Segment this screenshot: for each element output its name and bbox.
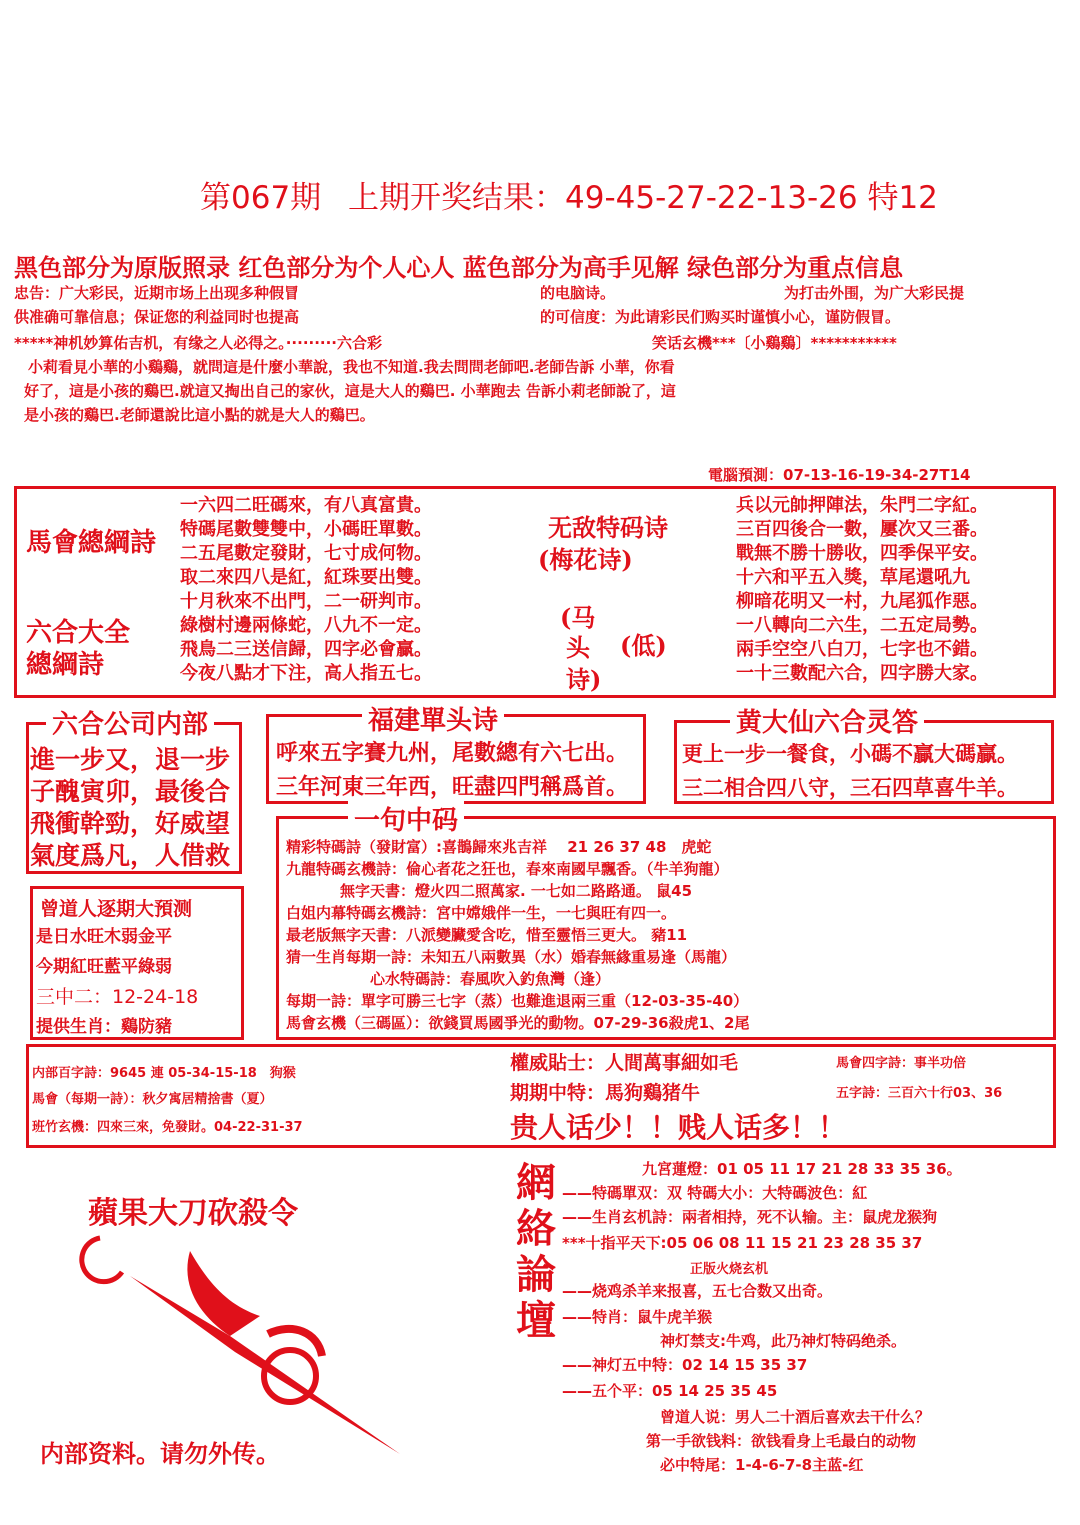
poem-line: 一八轉向二六生，二五定局勢。: [736, 615, 988, 636]
company-title: 六合公司内部: [46, 704, 214, 741]
company-line: 子醜寅卯，最後合: [30, 777, 231, 806]
poem-line: 取二來四八是紅，紅珠要出雙。: [180, 567, 432, 588]
slogan: 贵人话少！！贱人话多！！: [510, 1111, 847, 1144]
forum-line-7: ——特肖：鼠牛虎羊猴: [562, 1308, 713, 1326]
joke-line-3: 是小孩的鷄巴.老師還說比這小點的就是大人的鷄巴。: [24, 406, 375, 424]
poem-column-right: [736, 494, 988, 686]
joke-head-left: *****神机妙算佑吉机，有缘之人必得之。·········六合彩: [14, 334, 383, 352]
forum-char: 論: [516, 1251, 556, 1298]
poem-line: 今夜八點才下注，高人指五七。: [180, 663, 432, 684]
inner-line-3: 班竹玄機：四來三來，免發財。04-22-31-37: [32, 1120, 303, 1135]
huang-line-1: 更上一步一餐食，小碼不贏大碼贏。: [682, 741, 1018, 766]
forum-char: 絡: [516, 1205, 556, 1252]
yiju-line-4: 白姐内幕特碼玄機詩：宮中嫦娥伴一生，一七與旺有四一。: [286, 904, 677, 922]
forum-line-1: 九宮蓮燈：01 05 11 17 21 28 33 35 36。: [642, 1160, 962, 1178]
company-line: 進一步又，退一步: [30, 745, 231, 774]
poem-line: 兵以元帥押陣法，朱門二字紅。: [736, 495, 988, 516]
poem-line: 飛鳥二三送信歸，四字必會贏。: [180, 639, 432, 660]
forum-line-12: 第一手欲钱料：欲钱看身上毛最白的动物: [646, 1432, 917, 1450]
issue-number: 第067期: [200, 180, 322, 216]
fujian-line-1: 呼來五字賽九州，尾數總有六七出。: [276, 740, 629, 766]
notice-line-5: 的可信度：为此请彩民们购买时谨慎小心，谨防假冒。: [540, 308, 901, 326]
forum-line-13: 必中特尾：1-4-6-7-8主蓝-红: [660, 1456, 864, 1474]
poem-line: 綠樹村邊兩條蛇，八九不一定。: [180, 615, 432, 636]
yiju-line-9: 馬會玄機（三碼區）：欲錢買馬國爭光的動物。07-29-36殺虎1、2尾: [286, 1014, 750, 1032]
notice-line-4: 供准确可靠信息；保证您的利益同时也提高: [14, 308, 300, 326]
forum-line-9: ——神灯五中特：02 14 15 35 37: [562, 1356, 808, 1374]
forum-line-2: ——特碼單双：双 特碼大小：大特碼波色：紅: [562, 1184, 868, 1202]
sword-ring-icon: [264, 1350, 316, 1402]
plum-poem-title: (梅花诗): [538, 545, 633, 574]
forum-line-6: ——烧鸡杀羊来报喜，五七合数又出奇。: [562, 1282, 833, 1300]
poem-line: 二五尾數定發財，七寸成何物。: [180, 543, 432, 564]
notice-line-1: 忠告：广大彩民，近期市场上出现多种假冒: [14, 284, 300, 302]
forum-vertical-title: [514, 1160, 558, 1344]
yiju-line-6: 猜一生肖每期一詩：未知五八兩數異（水）婚春無緣重易逢（馬龍）: [286, 948, 737, 966]
authority-tip: 權威貼士：人間萬事細如毛: [510, 1052, 739, 1074]
zeng-line-3: 今期紅旺藍平綠弱: [36, 957, 172, 977]
forum-line-5: 正版火烧玄机: [690, 1262, 769, 1277]
fujian-title: 福建單头诗: [362, 700, 504, 737]
forum-line-11: 曾道人说：男人二十酒后喜欢去干什么？: [660, 1408, 931, 1426]
poem-title-liuhe: 六合大全: [26, 618, 131, 648]
horse-head-2: 头: [566, 633, 590, 662]
poem-line: 三百四後合一數，屢次又三番。: [736, 519, 988, 540]
joke-head-right: 笑话玄機***〔小鷄鷄〕***********: [652, 334, 897, 352]
sword-graphic: [30, 1226, 490, 1466]
forum-line-8: 神灯禁支:牛鸡，此乃神灯特码绝杀。: [660, 1332, 907, 1350]
computer-prediction: 電腦預測：07-13-16-19-34-27T14: [708, 466, 971, 484]
huang-line-2: 三二相合四八守，三石四草喜牛羊。: [682, 775, 1018, 800]
forum-line-3: ——生肖玄机詩：兩者相持，死不认输。主：鼠虎龙猴狗: [562, 1208, 938, 1226]
last-result: 上期开奖结果：49-45-27-22-13-26 特12: [348, 180, 938, 216]
poem-line: 戰無不勝十勝收，四季保平安。: [736, 543, 988, 564]
inner-line-2: 馬會（每期一詩）：秋夕寓居精捨書（夏）: [32, 1092, 273, 1107]
yiju-line-7: 心水特碼詩：春風吹入釣魚灣（逢）: [370, 970, 611, 988]
yiju-line-8: 每期一詩：單字可勝三七字（蒸）也難進退兩三重（12-03-35-40）: [286, 992, 749, 1010]
zeng-line-5: 提供生肖：鷄防豬: [36, 1017, 172, 1037]
poem-line: 柳暗花明又一村，九尾狐作惡。: [736, 591, 988, 612]
inner-line-1: 内部百字詩：9645 連 05-34-15-18 狗猴: [32, 1066, 296, 1081]
poem-line: 十六和平五入獎，草尾還吼九: [736, 567, 970, 588]
poem-line: 一六四二旺碼來，有八真富貴。: [180, 495, 432, 516]
yiju-line-5: 最老版無字天書：八派變臟愛含吃，惜至靈悟三更大。 豬11: [286, 926, 688, 944]
company-line: 飛衝幹勁，好威望: [30, 809, 231, 838]
horse-four-char: 馬會四字詩：事半功倍: [836, 1056, 967, 1071]
apple-bottom-note: 内部资料。请勿外传。: [40, 1439, 280, 1468]
invincible-poem-title: 无敌特码诗: [548, 513, 668, 542]
notice-line-2: 的电脑诗。: [540, 284, 616, 302]
notice-line-3: 为打击外围，为广大彩民提: [784, 284, 965, 302]
horse-head-3: 诗): [566, 665, 602, 694]
zeng-line-4: 三中二：12-24-18: [36, 986, 199, 1008]
poem-line: 特碼尾數雙雙中，小碼旺單數。: [180, 519, 432, 540]
forum-char: 網: [516, 1159, 556, 1206]
poem-column-left: [180, 494, 432, 686]
zeng-line-2: 是日水旺木弱金平: [36, 927, 172, 947]
poem-line: 十月秋來不出門，二一研判市。: [180, 591, 432, 612]
yiju-line-3: 無字天書：燈火四二照萬家. 一七如二路路通。 鼠45: [340, 882, 693, 900]
horse-head-1: (马: [560, 603, 596, 632]
low-tag: (低): [620, 631, 667, 660]
zeng-line-1: 曾道人逐期大預测: [40, 898, 193, 920]
crescent-icon: [82, 1238, 122, 1282]
poem-title-gang: 總綱詩: [26, 650, 105, 680]
company-line: 氣度爲凡，人借救: [30, 841, 231, 870]
poem-line: 一十三數配六合，四字勝大家。: [736, 663, 988, 684]
yiju-title: 一句中码: [348, 800, 464, 837]
forum-line-10: ——五个平：05 14 25 35 45: [562, 1382, 778, 1400]
poem-title-horse: 馬會總綱詩: [26, 528, 157, 558]
joke-line-2: 好了，這是小孩的鷄巴.就這又掏出自己的家伙，這是大人的鷄巴. 小華跑去 告訴小莉老師說了，這: [24, 382, 676, 400]
forum-line-4: ***十指平天下:05 06 08 11 15 21 23 28 35 37: [562, 1234, 923, 1252]
huang-title: 黄大仙六合灵答: [730, 702, 924, 739]
poem-line: 兩手空空八白刀，七字也不錯。: [736, 639, 988, 660]
fujian-line-2: 三年河東三年西，旺盡四門稱爲首。: [276, 774, 629, 800]
joke-line-1: 小莉看見小華的小鷄鷄，就問這是什麼小華說，我也不知道.我去問問老師吧.老師告訴 小華，你看: [28, 358, 675, 376]
every-issue-special: 期期中特：馬狗鷄猪牛: [510, 1082, 701, 1104]
apple-title: 蘋果大刀砍殺令: [88, 1196, 298, 1231]
color-legend: 黑色部分为原版照录 红色部分为个人心人 蓝色部分为高手见解 绿色部分为重点信息: [14, 254, 904, 282]
forum-char: 壇: [516, 1297, 556, 1344]
five-char-poem: 五字詩：三百六十行03、36: [836, 1086, 1003, 1101]
yiju-line-1: 精彩特碼詩（發財富）:喜鵲歸來兆吉祥 21 26 37 48 虎蛇: [286, 838, 712, 856]
company-lines: [30, 744, 230, 872]
yiju-line-2: 九龍特碼玄機詩：倫心者花之狂也，春來南國早飄香。（牛羊狗龍）: [286, 860, 729, 878]
